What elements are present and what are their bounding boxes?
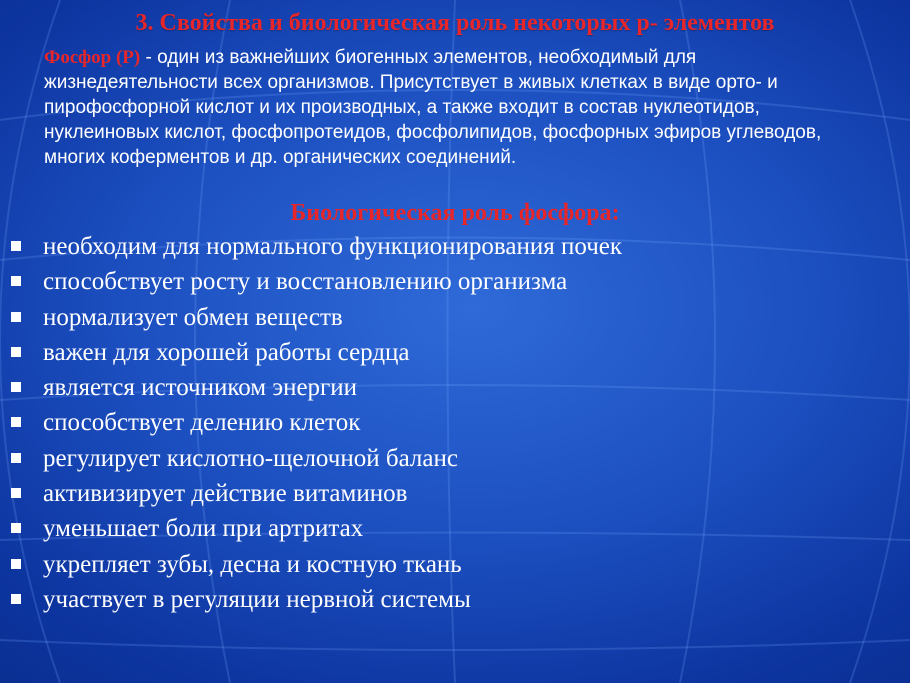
intro-paragraph [44, 45, 874, 170]
square-bullet-icon [11, 382, 21, 392]
square-bullet-icon [11, 488, 21, 498]
list-item [0, 514, 622, 549]
slide-title: 3. Свойства и биологическая роль некоторых р- элементов [135, 10, 775, 36]
square-bullet-icon [11, 241, 21, 251]
list-item [0, 232, 622, 267]
list-item [0, 303, 622, 338]
list-item-text: способствует росту и восстановлению организма [43, 268, 568, 296]
list-item-text: участвует в регуляции нервной системы [43, 585, 471, 613]
intro-term: Фосфор (Р) [44, 47, 141, 68]
list-item [0, 585, 622, 620]
list-item [0, 373, 622, 408]
list-item [0, 444, 622, 479]
list-item-text: способствует делению клеток [43, 409, 361, 437]
list-item [0, 338, 622, 373]
square-bullet-icon [11, 347, 21, 357]
list-item-text: нормализует обмен веществ [43, 303, 343, 331]
list-item [0, 479, 622, 514]
list-item-text: укрепляет зубы, десна и костную ткань [43, 550, 462, 578]
list-item-text: регулирует кислотно-щелочной баланс [43, 444, 458, 472]
list-item-text: необходим для нормального функционирования почек [43, 233, 623, 260]
square-bullet-icon [11, 559, 21, 569]
square-bullet-icon [11, 523, 21, 533]
square-bullet-icon [11, 594, 21, 604]
roles-list [0, 232, 622, 620]
list-item-text: является источником энергии [43, 374, 358, 402]
square-bullet-icon [11, 276, 21, 286]
square-bullet-icon [11, 453, 21, 463]
list-item [0, 408, 622, 443]
square-bullet-icon [11, 417, 21, 427]
list-item-text: активизирует действие витаминов [43, 480, 408, 508]
list-item [0, 267, 622, 302]
square-bullet-icon [11, 312, 21, 322]
list-item [0, 550, 622, 585]
roles-heading: Биологическая роль фосфора: [290, 200, 620, 226]
intro-text: - один из важнейших биогенных элементов, необходимый для жизнедеятельности всех организмов. Присутствует в живых клетках в виде орто- и пирофосфорной кислот и их производных, а также входит в состав нуклеотидов, нуклеиновых кислот, фосфопротеидов, фосфолипидов, фосфорных эфиров углеводов, многих коферментов и др. органических соединений. [44, 47, 822, 168]
list-item-text: важен для хорошей работы сердца [43, 338, 410, 366]
list-item-text: уменьшает боли при артритах [43, 515, 364, 543]
